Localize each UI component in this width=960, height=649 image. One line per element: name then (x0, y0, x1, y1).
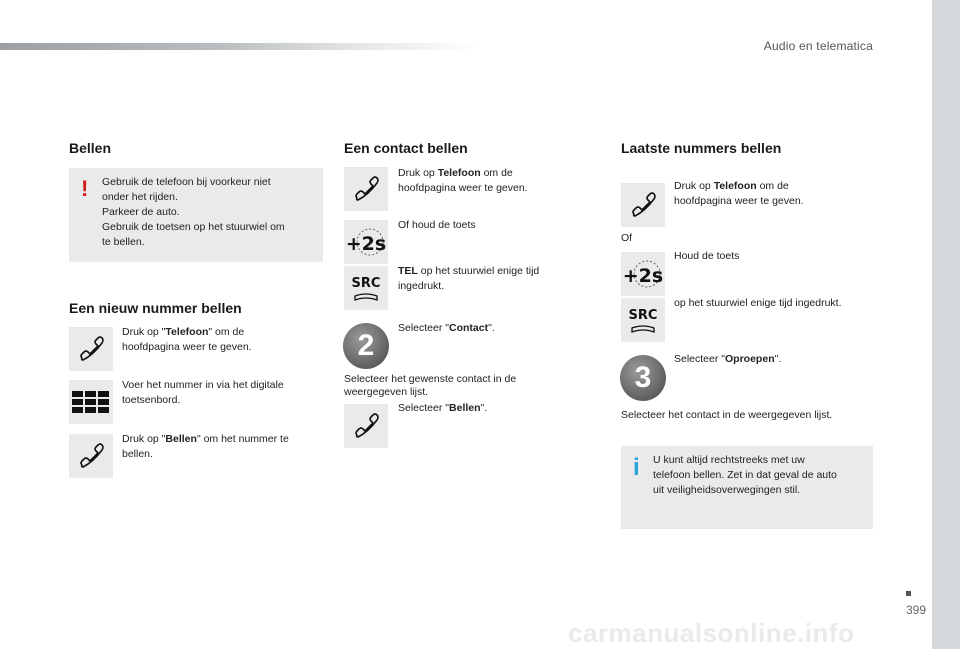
warning-line: Gebruik de telefoon bij voorkeur niet (102, 176, 271, 188)
warning-line: Parkeer de auto. (102, 206, 180, 218)
page-marker (906, 591, 911, 596)
hold-2s-icon (621, 252, 665, 296)
info-line: telefoon bellen. Zet in dat geval de auto (653, 469, 837, 481)
contact-select-text: Selecteer het gewenste contact in de weergegeven lijst. (344, 373, 517, 398)
svg-text:SRC: SRC (351, 276, 381, 291)
laatste-select-text: Selecteer het contact in de weergegeven lijst. (621, 409, 833, 421)
watermark: carmanualsonline.info (568, 618, 855, 648)
keypad-icon (69, 380, 113, 424)
phone-icon (344, 404, 388, 448)
keypad-icon-box (69, 380, 113, 424)
warning-line: te bellen. (102, 236, 145, 248)
src-icon-box (621, 298, 665, 342)
laatste-step1-text: Druk op Telefoon om de hoofdpagina weer te geven. (674, 180, 804, 207)
phone-icon-box (344, 404, 388, 448)
warning-text (102, 175, 317, 250)
section-title-laatste: Laatste nummers bellen (621, 140, 782, 156)
phone-icon (344, 167, 388, 211)
nieuw-step3-text: Druk op "Bellen" om het nummer te bellen. (122, 433, 289, 460)
info-line: U kunt altijd rechtstreeks met uw (653, 454, 805, 466)
info-line: uit veiligheidsoverwegingen stil. (653, 484, 801, 496)
header-bar (0, 43, 480, 50)
warning-box (69, 168, 323, 262)
contact-step3-text: Selecteer "Bellen". (398, 402, 488, 414)
step-number-badge: 3 (620, 355, 666, 401)
laatste-src-text: op het stuurwiel enige tijd ingedrukt. (674, 297, 842, 309)
phone-icon (69, 327, 113, 371)
hold-2s-icon-box (344, 220, 388, 264)
laatste-hold-text: Houd de toets (674, 250, 740, 262)
info-box (621, 446, 873, 529)
hold-2s-icon-box (621, 252, 665, 296)
phone-icon-box (69, 434, 113, 478)
warning-icon: ! (81, 176, 89, 201)
contact-tel-text: TEL op het stuurwiel enige tijd ingedrukt. (398, 265, 540, 292)
nieuw-step1-text: Druk op "Telefoon" om de hoofdpagina weer te geven. (122, 326, 252, 353)
src-button-icon (344, 266, 388, 310)
phone-icon-box (69, 327, 113, 371)
phone-icon-box (344, 167, 388, 211)
nieuw-step2-text: Voer het nummer in via het digitale toetsenbord. (122, 379, 284, 406)
svg-text:+2s: +2s (622, 265, 664, 287)
src-button-icon (621, 298, 665, 342)
section-title-bellen: Bellen (69, 140, 112, 156)
warning-line: onder het rijden. (102, 191, 178, 203)
step-number-badge: 2 (343, 323, 389, 369)
section-title-contact: Een contact bellen (344, 140, 468, 156)
chapter-title: Audio en telematica (763, 39, 873, 53)
phone-icon (621, 183, 665, 227)
section-title-nieuw-nummer: Een nieuw nummer bellen (69, 300, 242, 316)
warning-line: Gebruik de toetsen op het stuurwiel om (102, 221, 285, 233)
info-icon: i (633, 454, 640, 481)
laatste-of-text: Of (621, 232, 633, 244)
hold-2s-icon (344, 220, 388, 264)
contact-step1-text: Druk op Telefoon om de hoofdpagina weer te geven. (398, 167, 528, 194)
laatste-step3-text: Selecteer "Oproepen". (674, 353, 782, 365)
phone-icon (69, 434, 113, 478)
info-text (653, 453, 869, 498)
page-number: 399 (905, 603, 926, 617)
phone-icon-box (621, 183, 665, 227)
contact-or-hold-text: Of houd de toets (398, 219, 476, 231)
contact-step2-text: Selecteer "Contact". (398, 322, 495, 334)
svg-text:SRC: SRC (628, 308, 658, 323)
page-margin-bar (932, 0, 960, 649)
src-icon-box (344, 266, 388, 310)
svg-text:+2s: +2s (345, 233, 387, 255)
